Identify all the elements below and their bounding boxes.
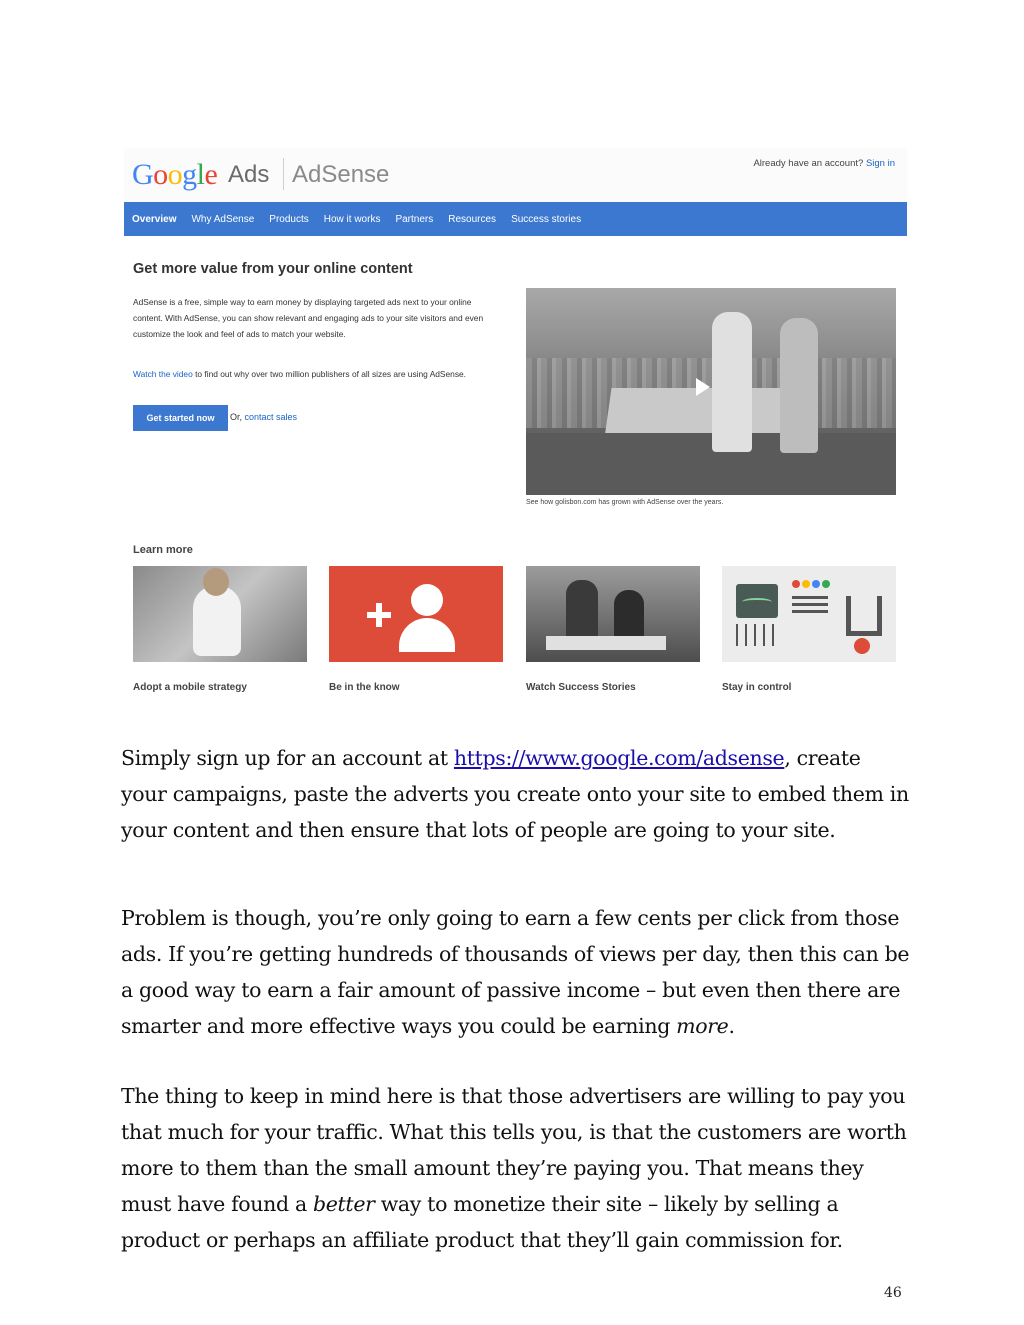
page-number: 46: [884, 1285, 902, 1301]
person-image: [193, 586, 241, 656]
tile-know-image[interactable]: [329, 566, 503, 662]
play-icon[interactable]: [696, 378, 710, 396]
account-prompt: [753, 158, 895, 169]
logo-letter: g: [182, 158, 197, 191]
person-head: [203, 568, 229, 596]
video-person: [712, 312, 752, 452]
lever-knob-icon: [854, 638, 870, 654]
paragraph-signup: [121, 740, 911, 848]
video-wall: [526, 433, 896, 495]
video-person: [780, 318, 818, 453]
bars-icon: [792, 596, 828, 616]
get-started-button[interactable]: Get started now: [133, 405, 228, 431]
logo-adsense-text: AdSense: [292, 161, 390, 188]
paragraph-text: Problem is though, you’re only going to earn a few cents per click from those ads. If you’re getting hundreds of thousands of views per day, then this can be a good way to earn a fair amount of passive income – but even then there are smarter and more effective ways you could be earning: [121, 906, 910, 1038]
nav-how-it-works[interactable]: How it works: [323, 213, 381, 225]
google-logo: [132, 158, 217, 192]
logo-letter: e: [204, 158, 218, 191]
nav-success-stories[interactable]: Success stories: [511, 213, 582, 225]
hero-paragraph: AdSense is a free, simple way to earn money by displaying targeted ads next to your online content. With AdSense, you can show relevant and engaging ads to your site visitors and even customize the look and feel of ads to match your website.: [133, 297, 484, 339]
nav-resources[interactable]: Resources: [448, 213, 497, 225]
lever-icon: [846, 596, 882, 636]
person-icon: [411, 584, 443, 616]
dot-blue: [812, 580, 820, 588]
tile-mobile-image[interactable]: [133, 566, 307, 662]
dot-green: [822, 580, 830, 588]
emphasis-more: more: [676, 1014, 729, 1038]
tile-control-label[interactable]: Stay in control: [722, 682, 792, 693]
emphasis-better: better: [312, 1192, 375, 1216]
logo-letter: l: [196, 158, 205, 191]
adsense-url-link[interactable]: https://www.google.com/adsense: [453, 746, 785, 770]
contact-sales-link[interactable]: contact sales: [244, 412, 298, 422]
dot-yellow: [802, 580, 810, 588]
logo-letter: o: [153, 158, 168, 191]
logo-letter: G: [132, 158, 154, 191]
watch-video-paragraph: [133, 366, 498, 382]
logo-letter: o: [167, 158, 183, 191]
contact-sales: [230, 412, 297, 422]
adsense-nav: [124, 202, 907, 236]
nav-partners[interactable]: Partners: [395, 213, 434, 225]
tile-stories-label[interactable]: Watch Success Stories: [526, 682, 636, 693]
watch-video-rest: to find out why over two million publishers of all sizes are using AdSense.: [192, 369, 467, 379]
contact-prefix: Or,: [230, 412, 245, 422]
paragraph-problem: [121, 900, 911, 1044]
video-player[interactable]: [526, 288, 896, 495]
color-dots-icon: [792, 580, 832, 590]
video-caption: See how golisbon.com has grown with AdSense over the years.: [526, 499, 724, 506]
paragraph-advertisers: [121, 1078, 911, 1258]
tile-know-label[interactable]: Be in the know: [329, 682, 400, 693]
dot-red: [792, 580, 800, 588]
person-image: [566, 580, 598, 640]
nav-overview[interactable]: Overview: [132, 213, 177, 225]
sliders-icon: [736, 624, 780, 646]
person-icon: [399, 618, 455, 652]
paragraph-text: .: [728, 1014, 735, 1038]
adsense-header: [124, 148, 907, 202]
watch-video-link[interactable]: Watch the video: [133, 369, 193, 379]
account-question: Already have an account?: [753, 158, 864, 169]
paragraph-text: The thing to keep in mind here is that those advertisers are willing to pay you that much for your traffic. What this tells you, is that the customers are worth more to them than the small amount they’re paying you. That means they must have found a: [121, 1084, 907, 1216]
paragraph-text: , create your campaigns, paste the adverts you create onto your site to embed them in your content and then ensure that lots of people are going to your site.: [121, 746, 909, 842]
tile-mobile-label[interactable]: Adopt a mobile strategy: [133, 682, 247, 693]
learn-more-heading: Learn more: [133, 544, 193, 556]
sign-in-link[interactable]: Sign in: [865, 158, 895, 169]
paragraph-text: way to monetize their site – likely by selling a product or perhaps an affiliate product that they’ll gain commission for.: [121, 1192, 843, 1252]
tile-control-image[interactable]: [722, 566, 896, 662]
logo-ads-text: Ads: [228, 161, 270, 188]
adsense-screenshot: [124, 148, 907, 708]
tile-stories-image[interactable]: [526, 566, 700, 662]
oscilloscope-icon: [736, 584, 778, 618]
nav-products[interactable]: Products: [269, 213, 309, 225]
table-image: [546, 636, 666, 650]
nav-why-adsense[interactable]: Why AdSense: [191, 213, 255, 225]
add-person-icon: [376, 603, 382, 627]
logo-divider: [283, 158, 284, 190]
hero-title: Get more value from your online content: [133, 261, 413, 277]
paragraph-text: Simply sign up for an account at: [121, 746, 454, 770]
